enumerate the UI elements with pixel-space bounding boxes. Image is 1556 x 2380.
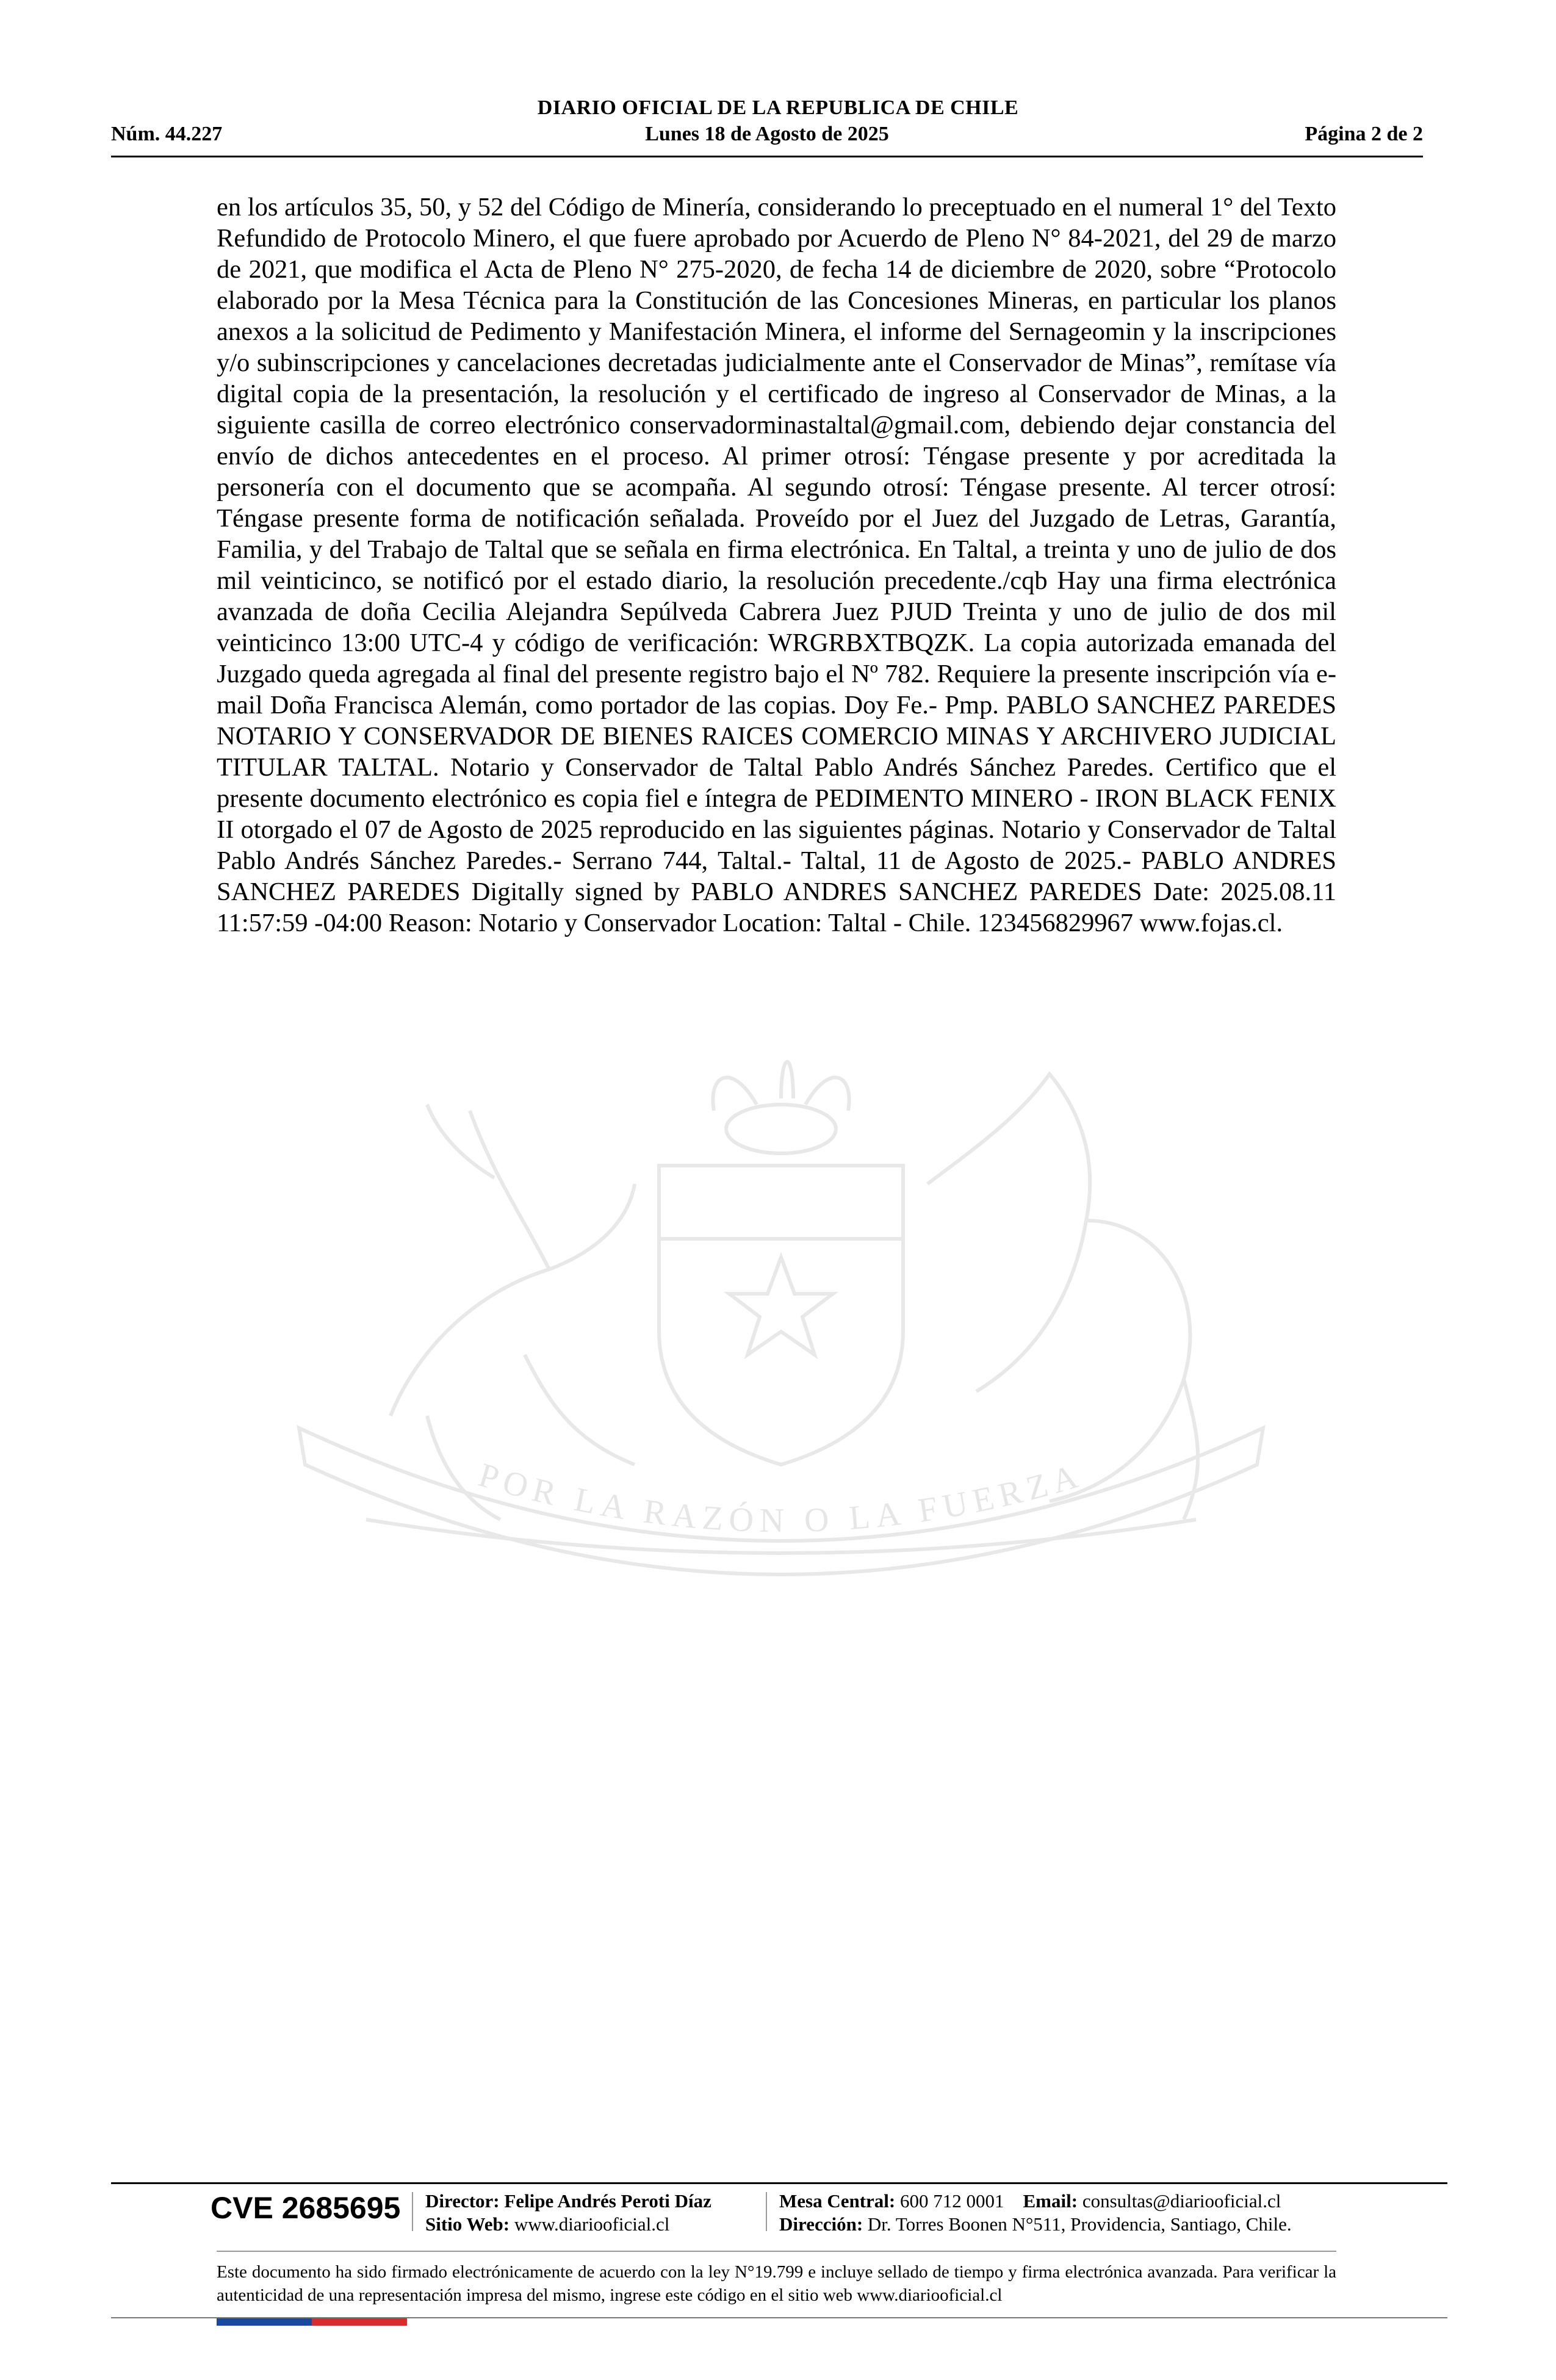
cve-code: CVE 2685695	[211, 2191, 401, 2225]
issue-number: Núm. 44.227	[111, 123, 223, 145]
footer-director-block	[425, 2190, 711, 2236]
flag-stripe-blue	[217, 2318, 312, 2326]
header-divider	[111, 156, 1423, 157]
footer-divider-top	[111, 2182, 1447, 2184]
address-value: Dr. Torres Boonen N°511, Providencia, Santiago, Chile.	[867, 2213, 1292, 2235]
director-name: Felipe Andrés Peroti Díaz	[504, 2190, 711, 2212]
email-link[interactable]: consultas@diariooficial.cl	[1082, 2190, 1281, 2212]
footer-contact-block	[779, 2190, 1292, 2236]
website-label: Sitio Web:	[425, 2213, 510, 2235]
footer-divider-middle	[217, 2251, 1336, 2252]
motto-text: POR LA RAZÓN O LA FUERZA	[474, 1455, 1088, 1540]
issue-date: Lunes 18 de Agosto de 2025	[645, 123, 889, 145]
header-row	[111, 123, 1423, 150]
footer-separator	[412, 2192, 413, 2231]
document-body: en los artículos 35, 50, y 52 del Código de Minería, considerando lo preceptuado en el numeral 1° del Texto Refundido de Protocolo Minero, el que fuere aprobado por Acuerdo de Pleno N° 84-2021, del 29 de marzo de 2021, que modifica el Acta de Pleno N° 275-2020, de fecha 14 de diciembre de 2020, sobre “Protocolo elaborado por la Mesa Técnica para la Constitución de las Concesiones Mineras, en particular los planos anexos a la solicitud de Pedimento y Manifestación Minera, el informe del Sernageomin y la inscripciones y/o subinscripciones y cancelaciones decretadas judicialmente ante el Conservador de Minas”, remítase vía digital copia de la presentación, la resolución y el certificado de ingreso al Conservador de Minas, a la siguiente casilla de correo electrónico conservadorminastaltal@gmail.com, debiendo dejar constancia del envío de dichos antecedentes en el proceso. Al primer otrosí: Téngase presente y por acreditada la personería con el documento que se acompaña. Al segundo otrosí: Téngase presente. Al tercer otrosí: Téngase presente forma de notificación señalada. Proveído por el Juez del Juzgado de Letras, Garantía, Familia, y del Trabajo de Taltal que se señala en firma electrónica. En Taltal, a treinta y uno de julio de dos mil veinticinco, se notificó por el estado diario, la resolución precedente./cqb Hay una firma electrónica avanzada de doña Cecilia Alejandra Sepúlveda Cabrera Juez PJUD Treinta y uno de julio de dos mil veinticinco 13:00 UTC-4 y código de verificación: WRGRBXTBQZK. La copia autorizada emanada del Juzgado queda agregada al final del presente registro bajo el Nº 782. Requiere la presente inscripción vía e-mail Doña Francisca Alemán, como portador de las copias. Doy Fe.- Pmp. PABLO SANCHEZ PAREDES NOTARIO Y CONSERVADOR DE BIENES RAICES COMERCIO MINAS Y ARCHIVERO JUDICIAL TITULAR TALTAL. Notario y Conservador de Taltal Pablo Andrés Sánchez Paredes. Certifico que el presente documento electrónico es copia fiel e íntegra de PEDIMENTO MINERO - IRON BLACK FENIX II otorgado el 07 de Agosto de 2025 reproducido en las siguientes páginas. Notario y Conservador de Taltal Pablo Andrés Sánchez Paredes.- Serrano 744, Taltal.- Taltal, 11 de Agosto de 2025.- PABLO ANDRES SANCHEZ PAREDES Digitally signed by PABLO ANDRES SANCHEZ PAREDES Date: 2025.08.11 11:57:59 -04:00 Reason: Notario y Conservador Location: Taltal - Chile. 123456829967 www.fojas.cl.	[217, 193, 1336, 937]
svg-text:POR LA RAZÓN O LA FUERZA	[474, 1456, 1087, 1540]
mesa-phone: 600 712 0001	[900, 2190, 1004, 2212]
email-label: Email:	[1023, 2190, 1078, 2212]
address-label: Dirección:	[779, 2213, 863, 2235]
director-label: Director:	[425, 2190, 500, 2212]
coat-of-arms-watermark	[207, 1037, 1355, 1660]
flag-stripe-red	[312, 2318, 407, 2326]
footer-separator	[766, 2192, 767, 2231]
website-link[interactable]: www.diariooficial.cl	[514, 2213, 670, 2235]
newspaper-title: DIARIO OFICIAL DE LA REPUBLICA DE CHILE	[537, 96, 1019, 119]
signature-notice: Este documento ha sido firmado electrónicamente de acuerdo con la ley N°19.799 e incluye sellado de tiempo y firma electrónica avanzada. Para verificar la autenticidad de una representación impresa del mismo, ingrese este código en el sitio web www.diariooficial.cl	[217, 2262, 1336, 2305]
page-indicator: Página 2 de 2	[1305, 123, 1423, 145]
mesa-label: Mesa Central:	[779, 2190, 896, 2212]
